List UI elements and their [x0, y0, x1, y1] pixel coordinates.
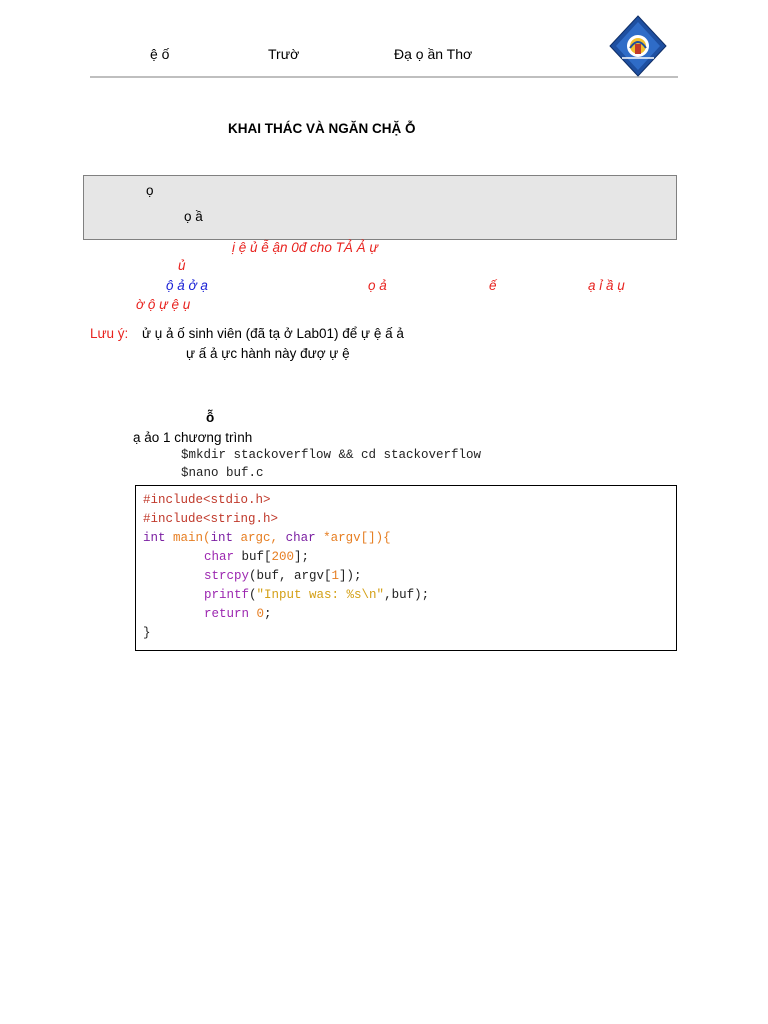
- section-heading: ỗ: [206, 410, 215, 425]
- header-rule: [90, 76, 678, 78]
- header-left-text: ệ ố: [150, 46, 170, 62]
- code-line-7: [204, 607, 272, 621]
- code-token: (: [249, 588, 257, 602]
- red-instruction-text-2: ế: [489, 278, 497, 293]
- info-box: [83, 175, 677, 240]
- command-mkdir: $mkdir stackoverflow && cd stackoverflow: [181, 448, 482, 462]
- university-logo: [608, 14, 668, 78]
- code-line-6: [204, 588, 429, 602]
- code-token: argc,: [233, 531, 286, 545]
- code-line-3: [143, 531, 391, 545]
- code-token: int: [210, 531, 234, 545]
- header-right-text: Đạ ọ ần Thơ: [394, 46, 473, 62]
- note-line-2: ự ấ ả ực hành này đượ ự ệ: [186, 346, 350, 361]
- code-token: char: [204, 550, 235, 564]
- code-token: ;: [264, 607, 272, 621]
- code-token: (buf, argv[: [249, 569, 332, 583]
- code-token: main(: [165, 531, 211, 545]
- command-nano: $nano buf.c: [181, 466, 264, 480]
- code-line-2: #include<string.h>: [143, 512, 279, 526]
- code-token: strcpy: [204, 569, 250, 583]
- code-token: 200: [271, 550, 295, 564]
- code-line-8: }: [143, 626, 151, 640]
- header-middle-text: Trườ: [268, 46, 300, 62]
- blue-instruction-text: ộ ả ở ạ: [166, 278, 208, 293]
- warning-line-1: ị ệ ủ ễ ận 0đ cho TẢ Ả ự: [232, 240, 378, 255]
- code-token: 1: [331, 569, 340, 583]
- code-line-4: [204, 550, 309, 564]
- code-token: int: [143, 531, 166, 545]
- note-line-1: ử ụ ả ố sinh viên (đã tạ ở Lab01) để ự ệ ấ ả: [142, 326, 404, 341]
- code-block: [135, 485, 677, 651]
- code-line-5: [204, 569, 362, 583]
- code-token: 0: [256, 607, 265, 621]
- code-token: *argv[]){: [315, 531, 391, 545]
- code-token: char: [285, 531, 316, 545]
- note-label: Lưu ý:: [90, 326, 129, 341]
- red-instruction-text-3: ạ ỉ ầ ụ: [588, 278, 625, 293]
- code-token: ,buf);: [384, 588, 430, 602]
- warning-line-2: ủ: [178, 258, 186, 273]
- code-token: "Input was: %s\n": [256, 588, 385, 602]
- code-line-1: #include<stdio.h>: [143, 493, 271, 507]
- code-token: [249, 607, 257, 621]
- code-token: ]);: [339, 569, 362, 583]
- code-token: printf: [204, 588, 250, 602]
- red-instruction-text-4: ờ ộ ự ệ ụ: [136, 297, 191, 312]
- info-box-line-1: ọ: [146, 183, 154, 198]
- info-box-line-2: ọ ầ: [184, 209, 203, 224]
- step-text: ạ ảo 1 chương trình: [133, 430, 253, 445]
- code-token: return: [204, 607, 250, 621]
- document-title: KHAI THÁC VÀ NGĂN CHẶ Ỗ: [228, 121, 416, 136]
- red-instruction-text-1: ọ ả: [368, 278, 387, 293]
- code-token: buf[: [234, 550, 272, 564]
- code-token: ];: [294, 550, 310, 564]
